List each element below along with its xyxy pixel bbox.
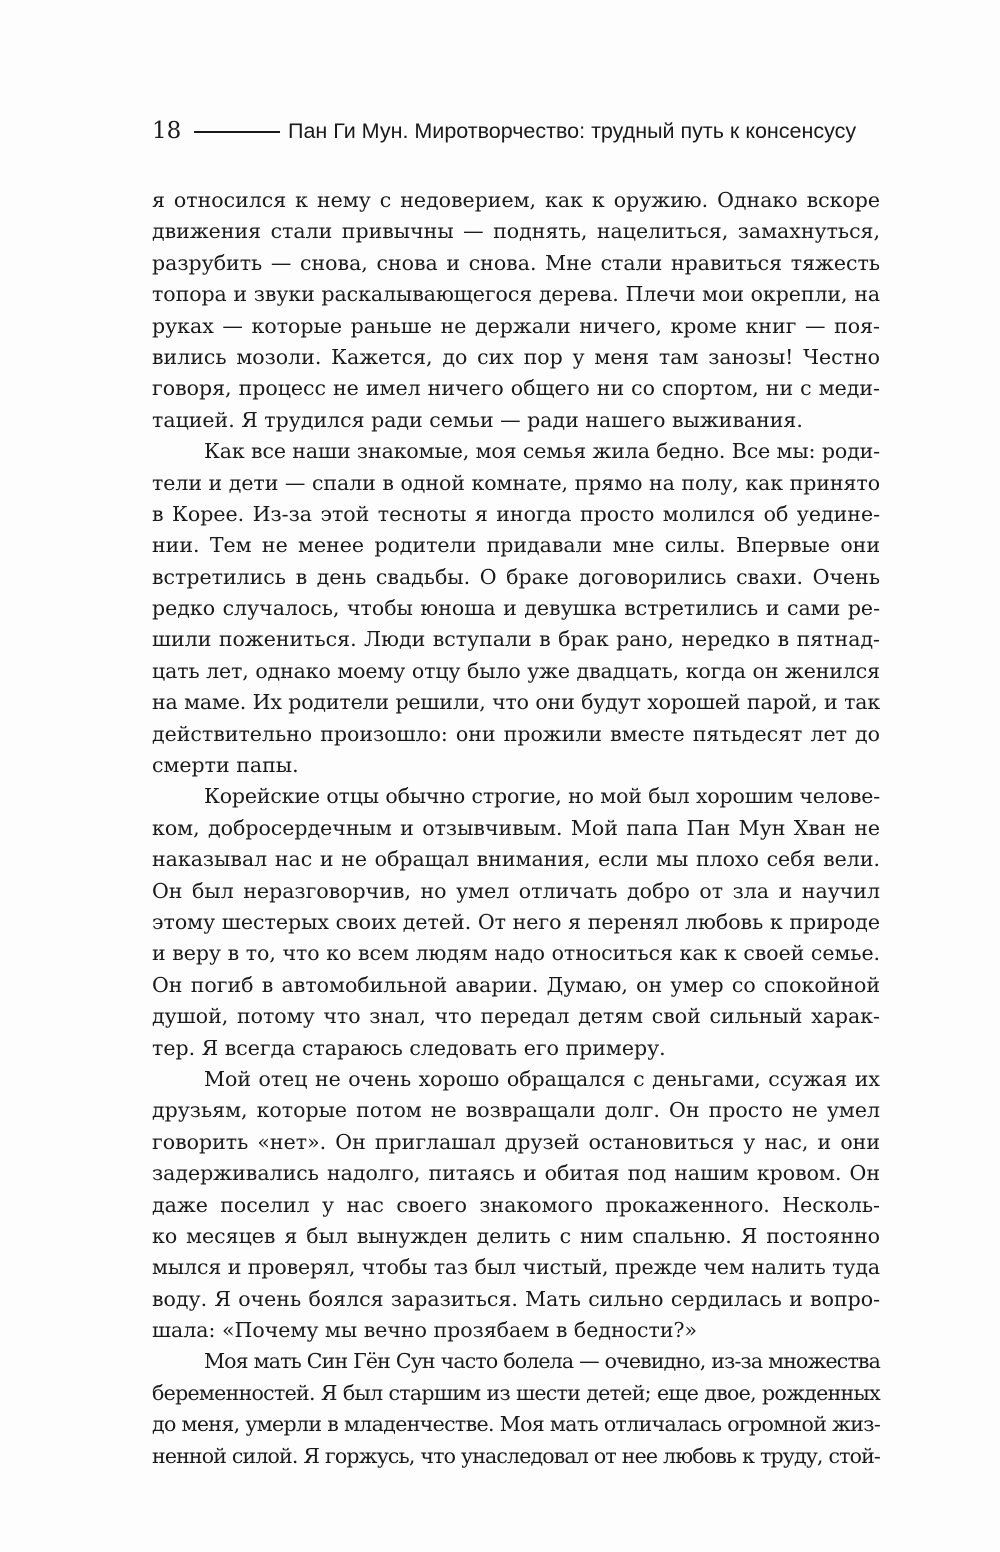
text-line: руках — которые раньше не держали ничего, кроме книг — поя- [152,313,880,338]
text-line: говоря, процесс не имел ничего общего ни со спортом, ни с меди- [152,376,880,401]
text-line: шили пожениться. Люди вступали в брак рано, нередко в пятнад- [152,627,880,652]
text-line: тер. Я всегда стараюсь следовать его примеру. [152,1035,666,1060]
running-head [152,113,880,149]
text-line: Он погиб в автомобильной аварии. Думаю, он умер со спокойной [152,972,880,997]
text-line: до меня, умерли в младенчестве. Моя мать отличалась огромной жиз- [152,1412,881,1437]
text-line: Он был неразговорчив, но умел отличать добро от зла и научил [152,878,880,903]
text-line: Как все наши знакомые, моя семья жила бедно. Все мы: роди- [204,439,880,464]
text-line: в Корее. Из-за этой тесноты я иногда просто молился об уедине- [152,501,880,526]
paragraph-4 [152,1064,880,1347]
text-line: действительно произошло: они прожили вместе пятьдесят лет до [152,721,880,746]
text-line: мылся и проверял, чтобы таз был чистый, прежде чем налить туда [152,1255,880,1280]
running-title: Пан Ги Мун. Миротворчество: трудный путь к консенсусу [288,118,857,143]
text-line: нии. Тем не менее родители придавали мне силы. Впервые они [152,533,880,558]
body-text [152,185,880,1472]
text-line: вились мозоли. Кажется, до сих пор у меня там занозы! Честно [152,344,880,369]
text-line: Корейские отцы обычно строгие, но мой был хорошим челове- [204,784,880,809]
paragraph-2 [152,436,880,781]
text-line: этому шестерых своих детей. От него я перенял любовь к природе [152,909,880,934]
text-line: смерти папы. [152,753,299,778]
text-line: тацией. Я трудился ради семьи — ради нашего выживания. [152,407,803,432]
paragraph-1 [152,185,880,436]
page-number: 18 [152,118,182,144]
text-line: душой, потому что знал, что передал детям свой сильный харак- [152,1004,880,1029]
text-line: редко случалось, чтобы юноша и девушка встретились и сами ре- [152,596,880,621]
text-line: даже поселил у нас своего знакомого прокаженного. Несколь- [152,1192,880,1217]
text-line: я относился к нему с недоверием, как к оружию. Однако вскоре [152,188,880,212]
paragraph-3 [152,781,880,1064]
text-line: воду. Я очень боялся заразиться. Мать сильно сердилась и вопро- [152,1286,880,1311]
text-line: наказывал нас и не обращал внимания, если мы плохо себя вели. [152,847,880,872]
paragraph-5 [152,1346,880,1472]
text-line: друзьям, которые потом не возвращали долг. Он просто не умел [152,1098,880,1123]
text-line: на маме. Их родители решили, что они будут хорошей парой, и так [152,690,880,715]
text-line: ко месяцев я был вынужден делить с ним спальню. Я постоянно [152,1223,880,1248]
text-line: и веру в то, что ко всем людям надо относиться как к своей семье. [152,941,880,966]
text-line: говорить «нет». Он приглашал друзей остановиться у нас, и они [152,1129,880,1154]
text-line: встретились в день свадьбы. О браке договорились свахи. Очень [152,564,880,589]
text-line: Мой отец не очень хорошо обращался с деньгами, ссужая их [204,1066,880,1091]
text-line: Моя мать Син Гён Сун часто болела — очевидно, из-за множества [204,1349,880,1374]
text-line: тели и дети — спали в одной комнате, прямо на полу, как принято [152,470,880,495]
text-line: цать лет, однако моему отцу было уже двадцать, когда он женился [152,658,880,683]
header-rule [194,131,280,133]
text-line: шала: «Почему мы вечно прозябаем в бедности?» [152,1318,698,1343]
text-line: ненной силой. Я горжусь, что унаследовал от нее любовь к труду, стой- [152,1443,880,1468]
text-line: задерживались надолго, питаясь и обитая под нашим кровом. Он [152,1161,880,1186]
text-line: разрубить — снова, снова и снова. Мне стали нравиться тяжесть [152,250,880,275]
text-line: ком, добросердечным и отзывчивым. Мой папа Пан Мун Хван не [152,815,880,840]
text-line: топора и звуки раскалывающегося дерева. Плечи мои окрепли, на [152,282,880,307]
text-line: беременностей. Я был старшим из шести детей; еще двое, рожденных [152,1380,880,1405]
text-line: движения стали привычны — поднять, нацелиться, замахнуться, [152,219,880,244]
